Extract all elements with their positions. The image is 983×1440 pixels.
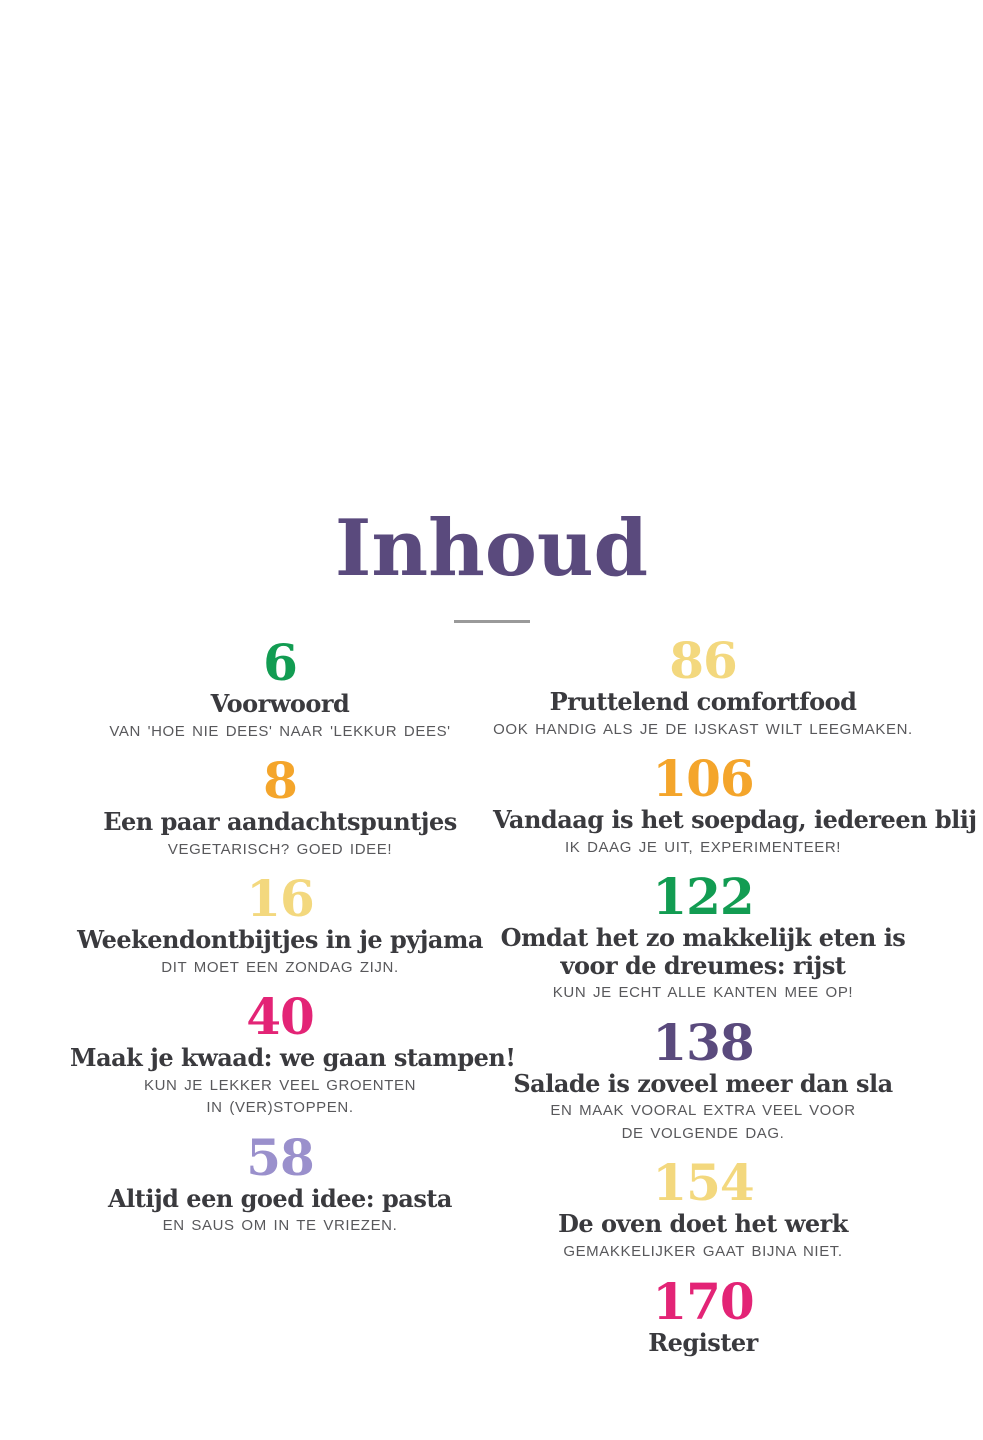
page-number: 58 <box>246 1127 314 1187</box>
page-number: 40 <box>246 987 314 1047</box>
chapter-subtitle: EN MAAK VOORAL EXTRA VEEL VOOR <box>550 1102 856 1120</box>
toc-entry-weekendontbijtjes <box>70 869 490 979</box>
chapter-subtitle: GEMAKKELIJKER GAAT BIJNA NIET. <box>563 1243 843 1261</box>
chapter-subtitle: KUN JE ECHT ALLE KANTEN MEE OP! <box>552 984 854 1002</box>
toc-left-column <box>70 633 516 1251</box>
chapter-title: Omdat het zo makkelijk eten is <box>500 923 906 953</box>
page-title: Inhoud <box>334 503 649 594</box>
page-number: 6 <box>263 633 297 692</box>
page-number: 86 <box>669 631 737 690</box>
chapter-title: Maak je kwaad: we gaan stampen! <box>70 1043 516 1073</box>
chapter-subtitle: KUN JE LEKKER VEEL GROENTEN <box>143 1076 417 1094</box>
toc-entry-soepdag <box>493 749 977 859</box>
toc-entry-salade <box>493 1012 913 1146</box>
chapter-title: Voorwoord <box>210 689 350 718</box>
chapter-title: Weekendontbijtjes in je pyjama <box>77 925 483 955</box>
chapter-title: De oven doet het werk <box>558 1209 848 1239</box>
toc-entry-pasta <box>70 1127 490 1238</box>
chapter-title: Salade is zoveel meer dan sla <box>513 1068 893 1098</box>
page-number: 154 <box>652 1153 754 1213</box>
toc-entry-register <box>493 1271 913 1357</box>
page-number: 170 <box>652 1271 754 1331</box>
toc-right-column <box>493 631 977 1369</box>
toc-entry-rijst <box>493 867 913 1005</box>
page-number: 8 <box>263 751 297 811</box>
toc-entry-voorwoord <box>70 633 490 743</box>
title-divider <box>454 620 530 623</box>
chapter-subtitle: VEGETARISCH? GOED IDEE! <box>167 840 393 858</box>
toc-entry-comfortfood <box>493 631 913 741</box>
toc-entry-oven <box>493 1153 913 1263</box>
chapter-title-line2: voor de dreumes: rijst <box>560 950 846 980</box>
chapter-title: Vandaag is het soepdag, iedereen blij <box>493 805 977 835</box>
chapter-subtitle: EN SAUS OM IN TE VRIEZEN. <box>162 1217 398 1235</box>
page-number: 138 <box>652 1012 754 1072</box>
page-number: 122 <box>652 867 754 927</box>
chapter-subtitle: OOK HANDIG ALS JE DE IJSKAST WILT LEEGMAKEN. <box>493 720 913 738</box>
toc-entry-stampen <box>70 987 516 1120</box>
chapter-title: Altijd een goed idee: pasta <box>108 1183 452 1213</box>
page-number: 106 <box>652 749 754 809</box>
chapter-title: Register <box>648 1327 758 1357</box>
chapter-subtitle: VAN 'HOE NIE DEES' NAAR 'LEKKUR DEES' <box>109 722 451 740</box>
toc-entry-aandachtspuntjes <box>70 751 490 861</box>
chapter-subtitle-line2: DE VOLGENDE DAG. <box>621 1124 785 1142</box>
chapter-subtitle: DIT MOET EEN ZONDAG ZIJN. <box>161 958 399 976</box>
chapter-title: Een paar aandachtspuntjes <box>103 807 457 837</box>
chapter-subtitle-line2: IN (VER)STOPPEN. <box>206 1099 354 1117</box>
page-number: 16 <box>246 869 314 929</box>
chapter-subtitle: IK DAAG JE UIT, EXPERIMENTEER! <box>564 838 842 856</box>
chapter-title: Pruttelend comfortfood <box>549 687 857 716</box>
